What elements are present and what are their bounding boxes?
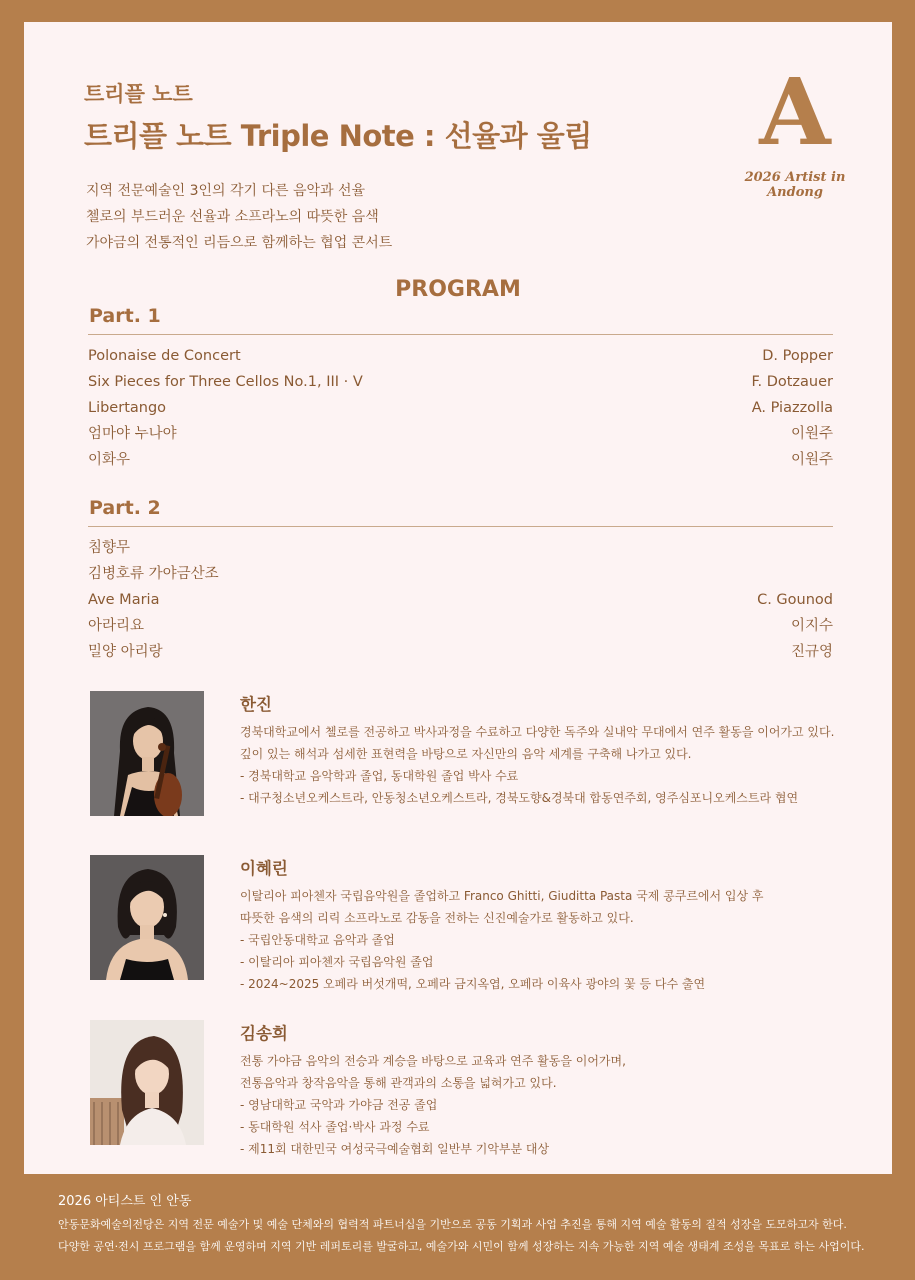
footer-description: 안동문화예술의전당은 지역 전문 예술가 및 예술 단체와의 협력적 파트너십을 기반으로 공동 기획과 사업 추진을 통해 지역 예술 활동의 질적 성장을 도모하고자 한다. xyxy=(58,1218,847,1231)
piece-title: Libertango xyxy=(88,400,167,416)
program-row xyxy=(88,395,833,421)
program-row xyxy=(88,343,833,369)
bio-line: 이탈리아 피아첸자 국립음악원을 졸업하고 Franco Ghitti, Giuditta Pasta 국제 콩쿠르에서 입상 후 xyxy=(240,889,764,903)
program-row xyxy=(88,421,833,447)
performer-name: 이혜린 xyxy=(240,859,288,878)
performer-bio xyxy=(240,721,870,809)
poster-sheet xyxy=(24,22,892,1174)
performer-hanjin xyxy=(90,691,870,816)
program-part-2 xyxy=(88,497,833,665)
program-row xyxy=(88,535,833,561)
bio-line: - 영남대학교 국악과 가야금 전공 졸업 xyxy=(240,1098,438,1112)
program-part-1 xyxy=(88,305,833,473)
piece-title: Six Pieces for Three Cellos No.1, III · V xyxy=(88,374,363,390)
piece-title: Polonaise de Concert xyxy=(88,348,241,364)
bio-line: - 2024~2025 오페라 버섯개떡, 오페라 금지옥엽, 오페라 이육사 광야의 꽃 등 다수 출연 xyxy=(240,977,706,991)
piece-title: 이화우 xyxy=(88,452,131,468)
composer: 진규영 xyxy=(790,644,833,660)
program-row xyxy=(88,447,833,473)
program-row xyxy=(88,613,833,639)
piece-title: 김병호류 가야금산조 xyxy=(88,566,219,582)
footer-description: 다양한 공연·전시 프로그램을 함께 운영하며 지역 기반 레퍼토리를 발굴하고, 예술가와 시민이 함께 성장하는 지속 가능한 지역 예술 생태계 조성을 목표로 하는 사업이다. xyxy=(58,1240,865,1253)
performer-leehyerin xyxy=(90,855,870,991)
bio-line: 깊이 있는 해석과 섬세한 표현력을 바탕으로 자신만의 음악 세계를 구축해 나가고 있다. xyxy=(240,747,692,761)
performer-photo-cellist xyxy=(90,691,204,816)
program-row xyxy=(88,561,833,587)
program-row xyxy=(88,639,833,665)
composer: 이원주 xyxy=(790,426,833,442)
intro-line: 지역 전문예술인 3인의 각기 다른 음악과 선율 xyxy=(86,183,366,199)
bio-line: 전통음악과 창작음악을 통해 관객과의 소통을 넓혀가고 있다. xyxy=(240,1076,557,1090)
poster-footer xyxy=(58,1190,888,1258)
composer: 이원주 xyxy=(790,452,833,468)
performer-photo-soprano xyxy=(90,855,204,980)
logo-letter: A xyxy=(759,58,831,166)
performer-bio xyxy=(240,885,870,995)
part-title: Part. 2 xyxy=(88,497,833,527)
piece-title: 침향무 xyxy=(88,540,131,556)
piece-title: 밀양 아리랑 xyxy=(88,644,163,660)
concert-intro xyxy=(86,178,392,256)
composer: 이지수 xyxy=(790,618,833,634)
logo-caption: 2026 Artist in Andong xyxy=(744,170,846,200)
performer-photo-gayageum xyxy=(90,1020,204,1145)
footer-title: 2026 아티스트 인 안동 xyxy=(58,1194,192,1209)
part-title: Part. 1 xyxy=(88,305,833,335)
intro-line: 첼로의 부드러운 선율과 소프라노의 따뜻한 음색 xyxy=(86,209,379,225)
composer: C. Gounod xyxy=(757,592,833,608)
bio-line: - 대구청소년오케스트라, 안동청소년오케스트라, 경북도향&경북대 합동연주회, 영주심포니오케스트라 협연 xyxy=(240,791,799,805)
performer-kimsonghee xyxy=(90,1020,870,1156)
concert-subtitle: 트리플 노트 xyxy=(84,82,193,106)
bio-line: - 제11회 대한민국 여성국극예술협회 일반부 기악부분 대상 xyxy=(240,1142,550,1156)
performer-name: 김송희 xyxy=(240,1024,288,1043)
bio-line: 따뜻한 음색의 리릭 소프라노로 감동을 전하는 신진예술가로 활동하고 있다. xyxy=(240,911,634,925)
program-row xyxy=(88,587,833,613)
bio-line: - 경북대학교 음악학과 졸업, 동대학원 졸업 박사 수료 xyxy=(240,769,519,783)
bio-line: 전통 가야금 음악의 전승과 계승을 바탕으로 교육과 연주 활동을 이어가며, xyxy=(240,1054,626,1068)
composer: D. Popper xyxy=(762,348,833,364)
bio-line: - 이탈리아 피아첸자 국립음악원 졸업 xyxy=(240,955,434,969)
bio-line: - 국립안동대학교 음악과 졸업 xyxy=(240,933,395,947)
artist-in-andong-logo xyxy=(720,58,870,200)
program-heading: PROGRAM xyxy=(395,277,521,302)
piece-title: 아라리요 xyxy=(88,618,145,634)
piece-title: Ave Maria xyxy=(88,592,160,608)
bio-line: 경북대학교에서 첼로를 전공하고 박사과정을 수료하고 다양한 독주와 실내악 무대에서 연주 활동을 이어가고 있다. xyxy=(240,725,835,739)
piece-title: 엄마야 누나야 xyxy=(88,426,177,442)
composer: F. Dotzauer xyxy=(751,374,833,390)
concert-title: 트리플 노트 Triple Note : 선율과 울림 xyxy=(84,119,592,153)
bio-line: - 동대학원 석사 졸업·박사 과정 수료 xyxy=(240,1120,430,1134)
performer-name: 한진 xyxy=(240,695,272,714)
composer: A. Piazzolla xyxy=(751,400,833,416)
performer-bio xyxy=(240,1050,870,1160)
intro-line: 가야금의 전통적인 리듬으로 함께하는 협업 콘서트 xyxy=(86,235,393,251)
program-row xyxy=(88,369,833,395)
